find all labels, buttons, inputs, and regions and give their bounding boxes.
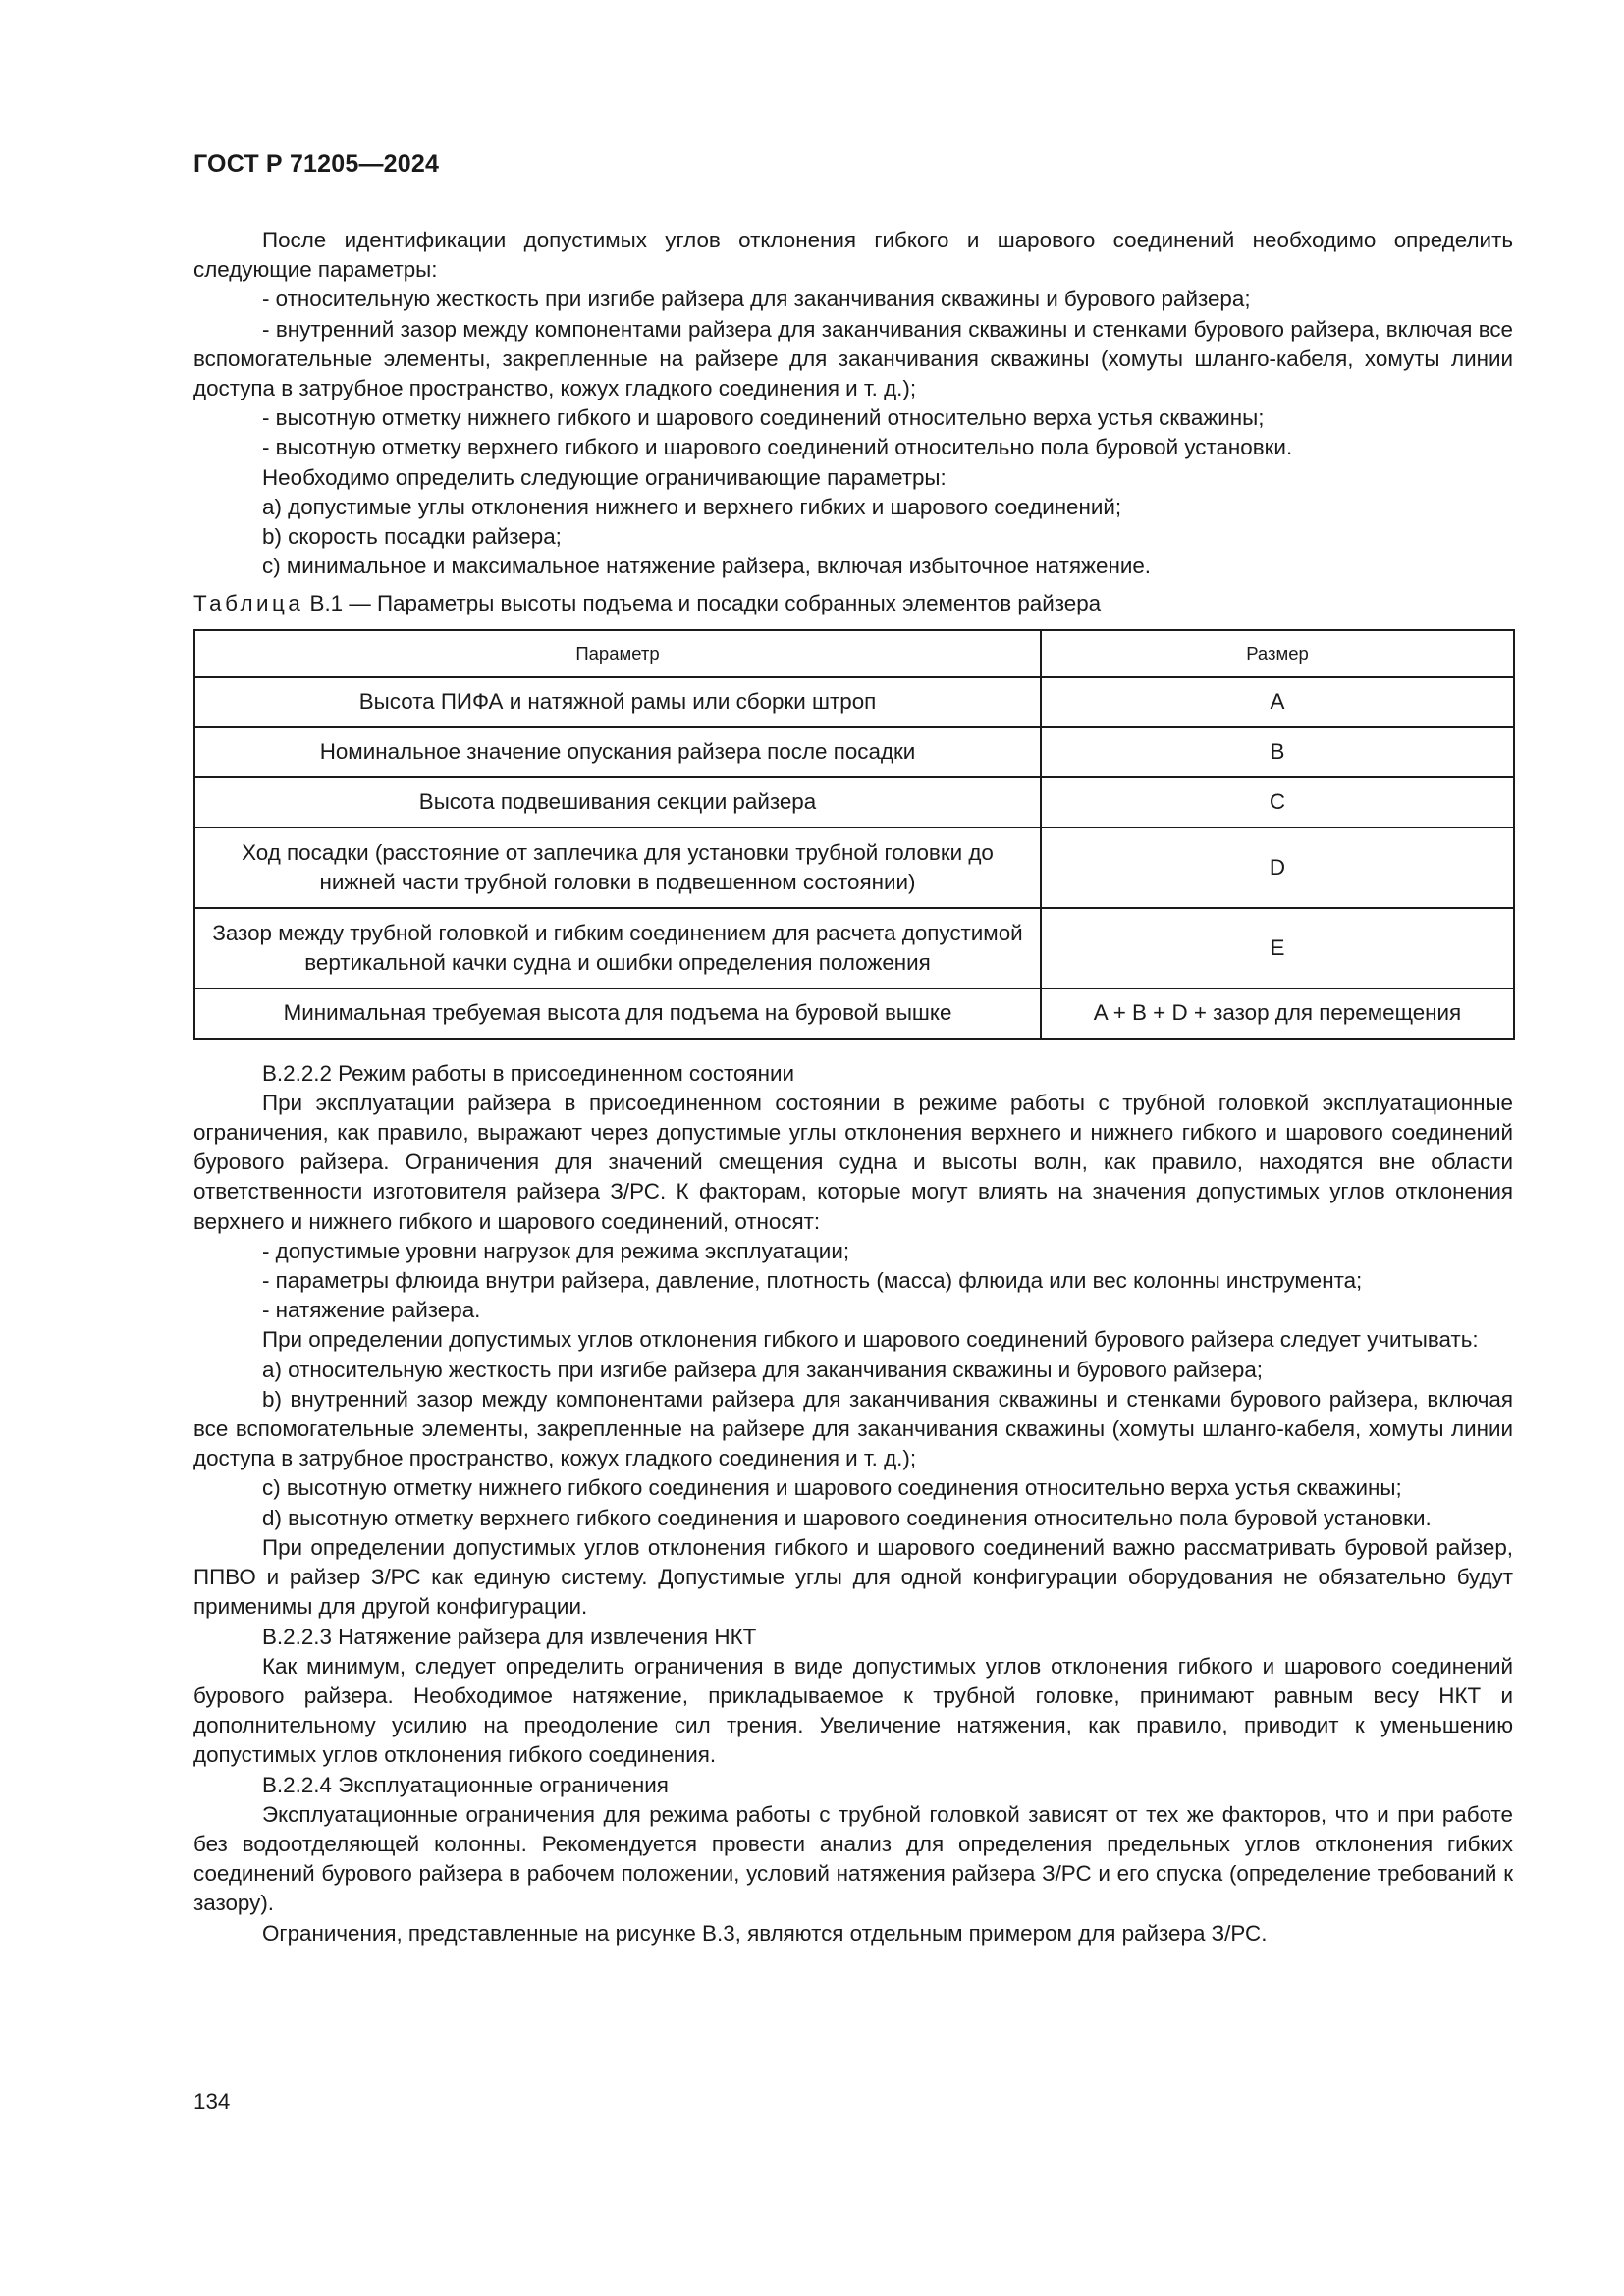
table-row xyxy=(194,988,1514,1039)
paragraph: При определении допустимых углов отклонения гибкого и шарового соединений бурового райзера следует учитывать: xyxy=(262,1327,1479,1353)
parameters-table xyxy=(193,629,1515,1040)
table-row xyxy=(194,828,1514,908)
document-code-header: ГОСТ Р 71205—2024 xyxy=(193,150,440,178)
table-caption xyxy=(193,589,1513,618)
list-item: d) высотную отметку верхнего гибкого соединения и шарового соединения относительно пола буровой установки. xyxy=(262,1505,1432,1530)
factor-item: - допустимые уровни нагрузок для режима эксплуатации; xyxy=(262,1238,850,1263)
list-item: а) относительную жесткость при изгибе райзера для заканчивания скважины и бурового райзера; xyxy=(262,1357,1264,1382)
paragraph: При эксплуатации райзера в присоединенном состоянии в режиме работы с трубной головкой эксплуатационные ограничения, как правило, выражают через допустимые углы отклонения верхнего и нижнего гибкого и шарового соединений бурового райзера. Ограничения для значений смещения судна и высоты волн, как правило, находятся вне области ответственности изготовителя райзера З/РС. К факторам, которые могут влиять на значения допустимых углов отклонения верхнего и нижнего гибкого и шарового соединений, относят: xyxy=(193,1090,1513,1234)
page-body xyxy=(193,226,1513,1949)
page-number: 134 xyxy=(193,2089,231,2113)
factor-item: - параметры флюида внутри райзера, давление, плотность (масса) флюида или вес колонны инструмента; xyxy=(262,1268,1363,1294)
parameter-cell: Ход посадки (расстояние от заплечика для установки трубной головки до нижней части трубной головки в подвешенном состоянии) xyxy=(194,828,1041,908)
intro-item: - внутренний зазор между компонентами райзера для заканчивания скважины и стенками бурового райзера, включая все вспомогательные элементы, закрепленные на райзере для заканчивания скважины (хомуты шланго-кабеля, хомуты линии доступа в затрубное пространство, кожух гладкого соединения и т. д.); xyxy=(193,316,1513,401)
parameter-cell: Высота ПИФА и натяжной рамы или сборки штроп xyxy=(194,677,1041,727)
size-cell: E xyxy=(1041,908,1514,988)
section-heading: В.2.2.4 Эксплуатационные ограничения xyxy=(262,1772,669,1797)
intro-item: - высотную отметку верхнего гибкого и шарового соединений относительно пола буровой установки. xyxy=(262,435,1293,460)
limit-item: с) минимальное и максимальное натяжение райзера, включая избыточное натяжение. xyxy=(262,554,1152,579)
table-caption-prefix: Таблица xyxy=(193,591,304,616)
paragraph: При определении допустимых углов отклонения гибкого и шарового соединений важно рассматривать буровой райзер, ППВО и райзер З/РС как единую систему. Допустимые углы для одной конфигурации оборудования не обязательно будут применимы для другой конфигурации. xyxy=(193,1534,1513,1620)
table-header-row xyxy=(194,630,1514,677)
parameter-cell: Высота подвешивания секции райзера xyxy=(194,777,1041,828)
paragraph: Ограничения, представленные на рисунке В.3, являются отдельным примером для райзера З/РС. xyxy=(262,1920,1268,1946)
section-heading: В.2.2.2 Режим работы в присоединенном состоянии xyxy=(262,1060,794,1086)
list-item: b) внутренний зазор между компонентами райзера для заканчивания скважины и стенками бурового райзера, включая все вспомогательные элементы, закрепленные на райзере для заканчивания скважины (хомуты шланго-кабеля, хомуты линии доступа в затрубное пространство, кожух гладкого соединения и т. д.); xyxy=(193,1386,1513,1471)
column-header-parameter: Параметр xyxy=(194,630,1041,677)
intro-item: - относительную жесткость при изгибе райзера для заканчивания скважины и бурового райзера; xyxy=(262,287,1251,312)
intro-item: - высотную отметку нижнего гибкого и шарового соединений относительно верха устья скважины; xyxy=(262,405,1265,431)
size-cell: B xyxy=(1041,727,1514,777)
size-cell: D xyxy=(1041,828,1514,908)
intro-lead: После идентификации допустимых углов отклонения гибкого и шарового соединений необходимо определить следующие параметры: xyxy=(193,228,1513,283)
parameter-cell: Номинальное значение опускания райзера после посадки xyxy=(194,727,1041,777)
table-caption-text: В.1 — Параметры высоты подъема и посадки собранных элементов райзера xyxy=(303,591,1102,616)
table-row xyxy=(194,908,1514,988)
paragraph: Эксплуатационные ограничения для режима работы с трубной головкой зависят от тех же факторов, что и при работе без водоотделяющей колонны. Рекомендуется провести анализ для определения предельных углов отклонения гибких соединений бурового райзера в рабочем положении, условий натяжения райзера З/РС и его спуска (определение требований к зазору). xyxy=(193,1801,1513,1916)
list-item: с) высотную отметку нижнего гибкого соединения и шарового соединения относительно верха устья скважины; xyxy=(262,1475,1402,1501)
paragraph: Как минимум, следует определить ограничения в виде допустимых углов отклонения гибкого и шарового соединений бурового райзера. Необходимое натяжение, прикладываемое к трубной головке, принимают равным весу НКТ и дополнительному усилию на преодоление сил трения. Увеличение натяжения, как правило, приводит к уменьшению допустимых углов отклонения гибкого соединения. xyxy=(193,1653,1513,1768)
factor-item: - натяжение райзера. xyxy=(262,1298,481,1323)
limits-lead: Необходимо определить следующие ограничивающие параметры: xyxy=(262,464,947,490)
size-cell: C xyxy=(1041,777,1514,828)
parameter-cell: Минимальная требуемая высота для подъема на буровой вышке xyxy=(194,988,1041,1039)
parameter-cell: Зазор между трубной головкой и гибким соединением для расчета допустимой вертикальной качки судна и ошибки определения положения xyxy=(194,908,1041,988)
limit-item: а) допустимые углы отклонения нижнего и верхнего гибких и шарового соединений; xyxy=(262,494,1122,519)
section-heading: В.2.2.3 Натяжение райзера для извлечения НКТ xyxy=(262,1624,757,1649)
size-cell: A + B + D + зазор для перемещения xyxy=(1041,988,1514,1039)
limit-item: b) скорость посадки райзера; xyxy=(262,524,562,550)
table-row xyxy=(194,727,1514,777)
column-header-size: Размер xyxy=(1041,630,1514,677)
table-row xyxy=(194,677,1514,727)
size-cell: A xyxy=(1041,677,1514,727)
table-row xyxy=(194,777,1514,828)
